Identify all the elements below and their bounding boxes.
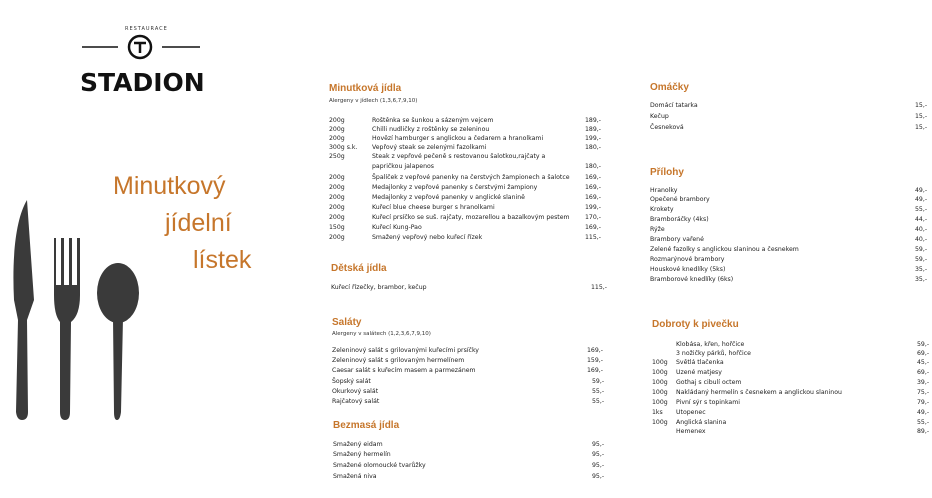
section-title-bezmasa: Bezmasá jídla [333, 420, 400, 431]
menu-row: Okurkový salát 55,- [332, 388, 605, 395]
menu-row: 3 nožičky párků, hořčice 69,- [676, 350, 930, 357]
menu-row: 1ks Utopenec 49,- [652, 409, 930, 416]
menu-row: Opečené brambory 49,- [650, 196, 928, 203]
menu-row: 200g Medajlonky z vepřové panenky v anglické slanině 169,- [329, 194, 602, 201]
menu-row: Rýže 40,- [650, 226, 928, 233]
allergens-minutkova: Alergeny v jídlech (1,3,6,7,9,10) [329, 98, 418, 104]
menu-row: Domácí tatarka 15,- [650, 102, 928, 109]
menu-row: Smažený eidam 95,- [333, 441, 605, 448]
menu-row: papričkou jalapenos 180,- [372, 163, 602, 170]
menu-row: 100g Anglická slanina 55,- [652, 419, 930, 426]
menu-row: 150g Kuřecí Kung-Pao 169,- [329, 224, 602, 231]
section-title-minutkova: Minutková jídla [329, 83, 402, 94]
menu-row: Brambory vařené 40,- [650, 236, 928, 243]
menu-row: 200g Kuřecí prsíčko se suš. rajčaty, mozarellou a bazalkovým pestem 170,- [329, 214, 602, 221]
menu-row: Smažený hermelín 95,- [333, 451, 605, 458]
menu-row: Smažené olomoucké tvarůžky 95,- [333, 462, 605, 469]
section-title-detska: Dětská jídla [331, 263, 387, 274]
section-title-omacky: Omáčky [650, 82, 689, 93]
menu-row: Krokety 55,- [650, 206, 928, 213]
menu-row: 100g Nakládaný hermelín s česnekem a anglickou slaninou 75,- [652, 389, 930, 396]
menu-row: Šopský salát 59,- [332, 378, 605, 385]
menu-row: 200g Hovězí hamburger s anglickou a čedarem a hranolkami 199,- [329, 135, 602, 142]
menu-row: Zeleninový salát s grilovaným hermelínem 159,- [332, 357, 604, 364]
menu-row: 200g Medajlonky z vepřové panenky s čerstvými žampiony 169,- [329, 184, 602, 191]
menu-row: Klobása, křen, hořčice 59,- [676, 341, 930, 348]
menu-row: 200g Chilli nudličky z roštěnky se zeleninou 189,- [329, 126, 602, 133]
menu-row: Smažená niva 95,- [333, 473, 605, 480]
menu-row: Rajčatový salát 55,- [332, 398, 605, 405]
allergens-salaty: Alergeny v salátech (1,2,3,6,7,9,10) [332, 331, 431, 337]
menu-row: 200g Kuřecí blue cheese burger s hranolkami 199,- [329, 204, 602, 211]
menu-row: 250g Steak z vepřové pečeně s restovanou šalotkou,rajčaty a [329, 153, 546, 160]
menu-row: Kečup 15,- [650, 113, 928, 120]
menu-row: 200g Roštěnka se šunkou a sázeným vejcem 189,- [329, 117, 602, 124]
menu-row: 100g Světlá tlačenka 45,- [652, 359, 930, 366]
menu-row: 200g Smažený vepřový nebo kuřecí řízek 115,- [329, 234, 602, 241]
menu-row: 100g Pivní sýr s topinkami 79,- [652, 399, 930, 406]
menu-row: Houskové knedlíky (5ks) 35,- [650, 266, 928, 273]
section-title-salaty: Saláty [332, 317, 362, 328]
menu-row: Hranolky 49,- [650, 187, 928, 194]
menu-row: 100g Gothaj s cibulí octem 39,- [652, 379, 930, 386]
menu-row: Hemenex 89,- [676, 428, 930, 435]
title-line-3: lístek [193, 246, 252, 274]
menu-row: Caesar salát s kuřecím masem a parmezánem 169,- [332, 367, 604, 374]
menu-row: Bramborové knedlíky (6ks) 35,- [650, 276, 928, 283]
section-title-prilohy: Přílohy [650, 167, 684, 178]
title-line-2: jídelní [165, 209, 232, 237]
cutlery-icon [0, 200, 160, 498]
menu-row: Zelené fazolky s anglickou slaninou a česnekem 59,- [650, 246, 928, 253]
menu-row: Zeleninový salát s grilovanými kuřecími prsíčky 169,- [332, 347, 604, 354]
title-line-1: Minutkový [113, 172, 226, 200]
menu-row: 300g s.k. Vepřový steak se zelenými fazolkami 180,- [329, 144, 602, 151]
menu-row: 200g Špalíček z vepřové panenky na čerstvých žampionech a šalotce 169,- [329, 174, 602, 181]
logo-subtitle: RESTAURACE [125, 26, 168, 32]
menu-row: Česneková 15,- [650, 124, 928, 131]
menu-row: 100g Uzené matjesy 69,- [652, 369, 930, 376]
menu-row: Bramboráčky (4ks) 44,- [650, 216, 928, 223]
logo-name: STADION [80, 68, 205, 97]
menu-row: Kuřecí řízečky, brambor, kečup 115,- [331, 284, 608, 291]
menu-row: Rozmarýnové brambory 59,- [650, 256, 928, 263]
section-title-dobroty: Dobroty k pivečku [652, 319, 739, 330]
